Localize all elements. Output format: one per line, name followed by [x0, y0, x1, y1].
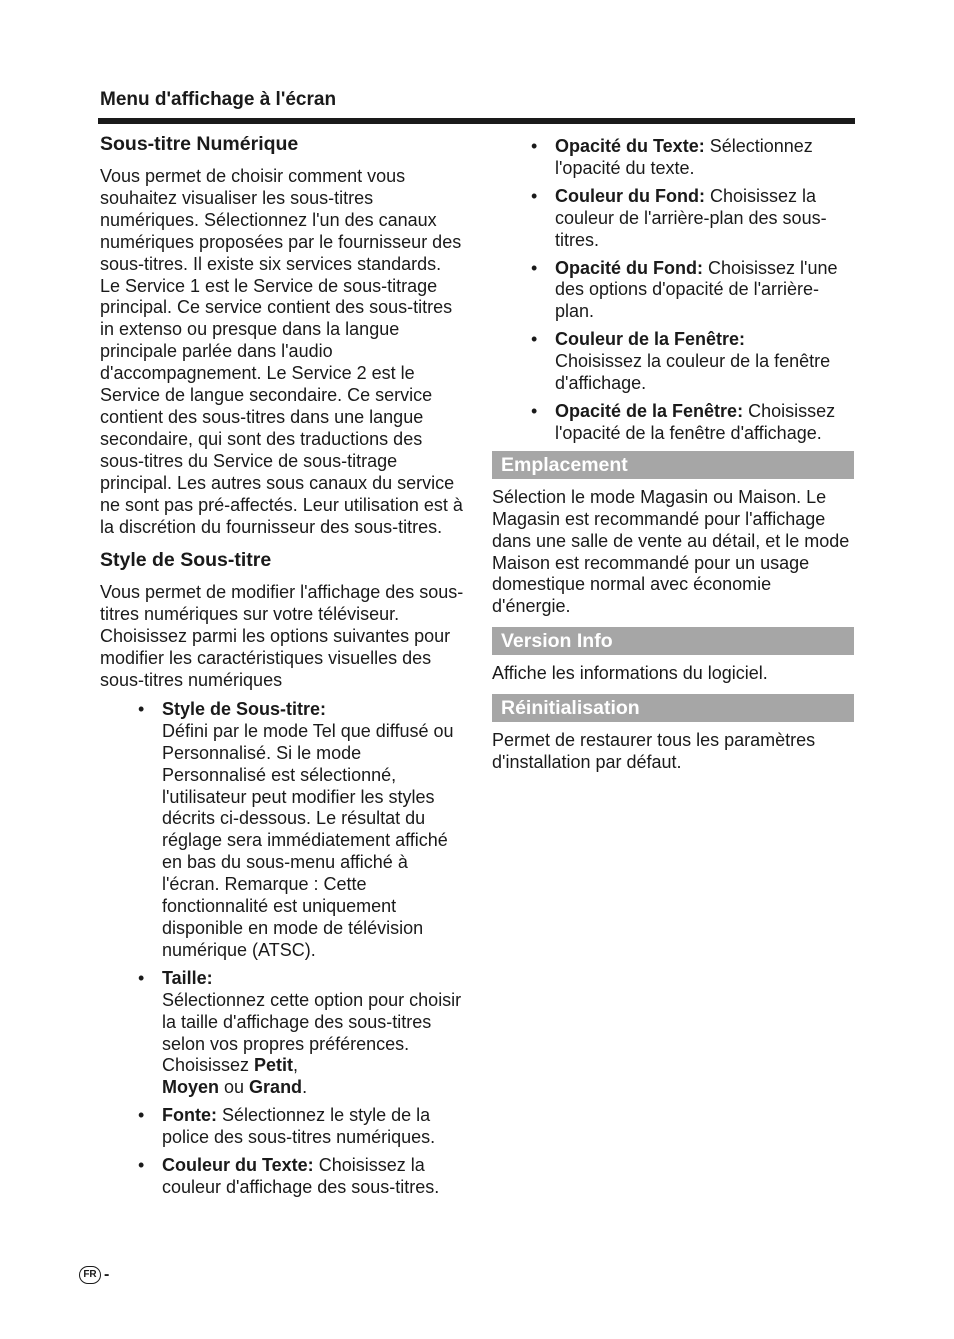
item-text: Sélectionnez l'opacité du texte.	[555, 136, 813, 178]
bullet-icon: •	[138, 1105, 145, 1126]
heading-style-de-sous-titre: Style de Sous-titre	[100, 549, 272, 572]
style-options-list	[100, 699, 465, 1199]
section-bar-reinitialisation: Réinitialisation	[492, 694, 854, 722]
item-term: Opacité du Fond:	[555, 257, 703, 278]
item-text: Défini par le mode Tel que diffusé ou Personnalisé. Si le mode Personnalisé est sélectionné, l'utilisateur peut modifier les styles décrits ci-dessous. Le résultat du réglage sera immédiatement affiché en bas du sous-menu affiché à l'écran. Remarque : Cette fonctionnalité est uniquement disponible en mode de télévision numérique (ATSC).	[162, 720, 454, 960]
bullet-icon: •	[531, 136, 538, 156]
separator: ,	[293, 1055, 299, 1076]
bullet-icon: •	[531, 257, 538, 278]
list-item	[531, 329, 854, 395]
heading-sous-titre-numerique: Sous-titre Numérique	[100, 133, 299, 155]
paragraph-style-de-sous-titre: Vous permet de modifier l'affichage des sous-titres numériques sur votre téléviseur. Choisissez parmi les options suivantes pour modifier les caractéristiques visuelles des sous-titres numériques	[100, 582, 464, 691]
item-text: Choisissez la couleur d'affichage des sous-titres.	[162, 1155, 440, 1197]
item-term: Opacité du Texte:	[555, 136, 705, 156]
left-column	[100, 132, 465, 1205]
item-term: Fonte:	[162, 1105, 217, 1126]
section-bar-emplacement: Emplacement	[492, 451, 854, 479]
item-text: Choisissez la couleur de la fenêtre d'affichage.	[555, 351, 831, 394]
page-section-title: Menu d'affichage à l'écran	[100, 89, 337, 110]
item-term: Style de Sous-titre:	[162, 698, 327, 719]
item-term: Couleur du Texte:	[162, 1155, 314, 1176]
opacity-options-list	[492, 136, 854, 445]
bullet-icon: •	[138, 967, 145, 988]
item-term: Couleur de la Fenêtre:	[555, 329, 746, 350]
option-petit: Petit	[254, 1055, 294, 1076]
bullet-icon: •	[531, 400, 538, 421]
option-moyen: Moyen	[162, 1077, 220, 1098]
bullet-icon: •	[531, 329, 538, 350]
bullet-icon: •	[138, 1155, 145, 1176]
item-text: Sélectionnez le style de la police des sous-titres numériques.	[162, 1105, 436, 1148]
list-item	[138, 698, 465, 962]
section-bar-version-info: Version Info	[492, 627, 854, 655]
item-term: Opacité de la Fenêtre:	[555, 400, 744, 421]
list-item	[531, 400, 854, 445]
list-item	[138, 1155, 465, 1199]
paragraph-emplacement: Sélection le mode Magasin ou Maison. Le Magasin est recommandé pour l'affichage dans une salle de vente au détail, et le mode Maison est recommandé pour un usage domestique normal avec économie d'énergie.	[492, 486, 850, 617]
list-item	[138, 967, 465, 1099]
list-item	[531, 185, 854, 252]
item-term: Couleur du Fond:	[555, 185, 705, 206]
paragraph-sous-titre-numerique: Vous permet de choisir comment vous souhaitez visualiser les sous-titres numériques. Sélectionnez l'un des canaux numériques proposées par le fournisseur des sous-titres. Il existe six services standards. Le Service 1 est le Service de sous-titrage principal. Ce service contient des sous-titres in extenso ou presque dans la langue principale parlée dans l'audio d'accompagnement. Le Service 2 est le Service de langue secondaire. Ce service contient des sous-titres dans une langue secondaire, qui sont des traductions des sous-titres du Service de sous-titrage principal. Les autres sous canaux du service ne sont pas pré-affectés. Leur utilisation est à la discrétion du fournisseur des sous-titres.	[100, 166, 463, 537]
item-text: Sélectionnez cette option pour choisir la taille d'affichage des sous-titres selon vos propres préférences. Choisissez	[162, 989, 462, 1076]
bullet-icon: •	[138, 698, 145, 719]
list-item	[531, 136, 854, 180]
period: .	[302, 1077, 308, 1098]
item-term: Taille:	[162, 967, 213, 988]
right-column	[492, 136, 854, 774]
paragraph-reinitialisation: Permet de restaurer tous les paramètres d'installation par défaut.	[492, 730, 816, 773]
page-language-badge	[79, 1266, 109, 1284]
separator: ou	[219, 1077, 250, 1098]
item-text: Choisissez la couleur de l'arrière-plan des sous-titres.	[555, 185, 827, 250]
bullet-icon: •	[531, 185, 538, 206]
item-text: Choisissez l'une des options d'opacité de l'arrière-plan.	[555, 257, 838, 322]
list-item	[531, 257, 854, 324]
paragraph-version-info: Affiche les informations du logiciel.	[492, 663, 768, 684]
option-grand: Grand	[249, 1077, 303, 1098]
list-item	[138, 1105, 465, 1149]
item-text: Choisissez l'opacité de la fenêtre d'affichage.	[555, 400, 836, 443]
header-rule	[98, 118, 855, 124]
page-number-dash: -	[104, 1266, 110, 1283]
language-oval-icon: FR	[79, 1266, 101, 1284]
